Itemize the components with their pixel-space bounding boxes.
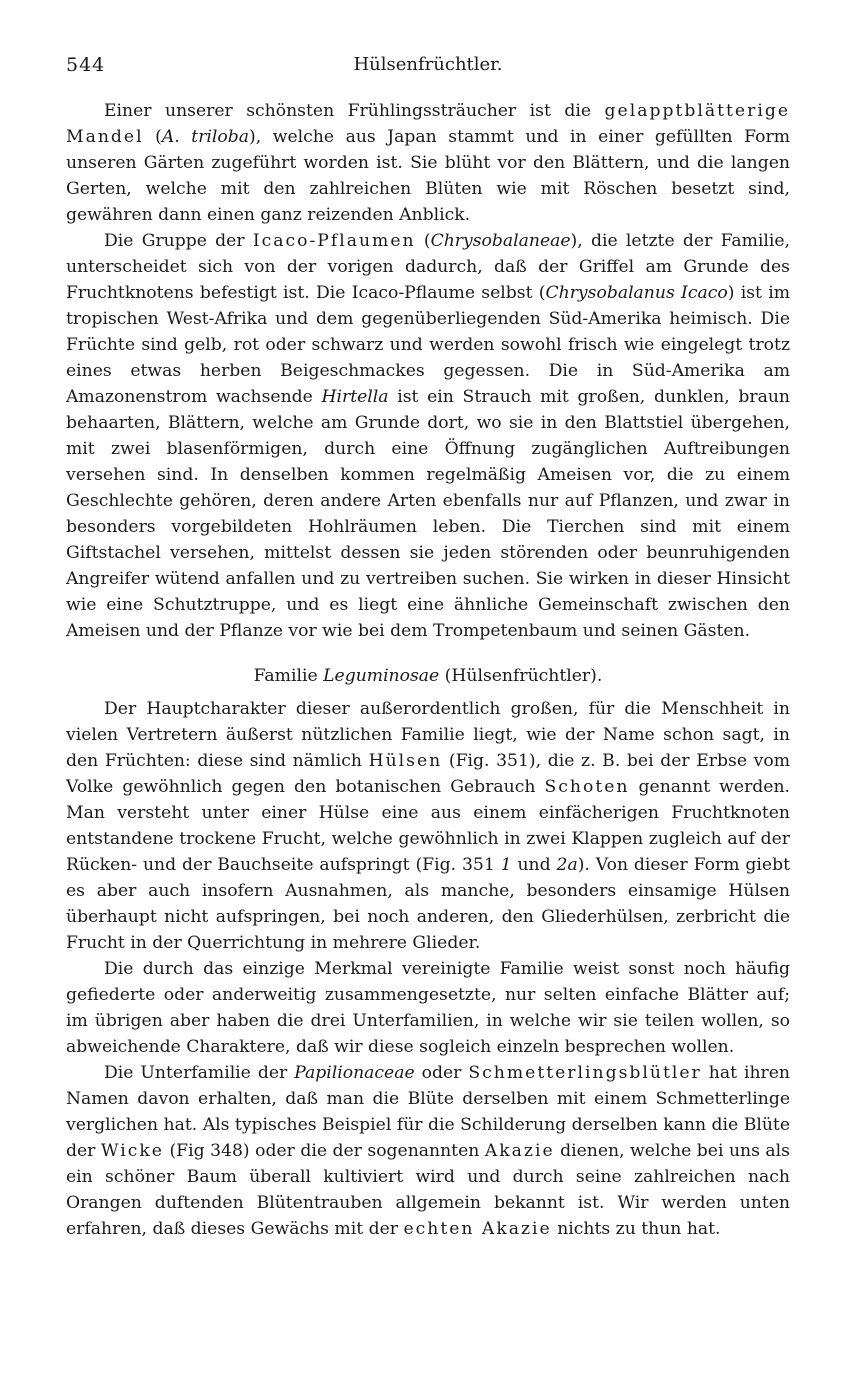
text-run: ( — [143, 127, 162, 147]
section-heading — [66, 664, 790, 688]
text-run: Die Gruppe der — [104, 231, 253, 251]
text-run: Einer unserer schönsten Frühlingssträucher ist die — [104, 101, 605, 121]
running-head: Hülsenfrüchtler. — [353, 54, 503, 75]
text-run: ), welche aus Japan stammt und in einer gefüllten Form unseren Gärten zugeführt worden ist. Sie blüht vor den Blättern, und die langen Gerten, welche mit den zahlreichen Blüten wie mit Röschen besetzt sind, gewähren dann einen ganz reizenden Anblick. — [66, 127, 790, 225]
text-run: dienen, welche bei uns als ein schöner Baum überall kultiviert wird und durch seine zahlreichen nach Orangen duftenden Blütentrauben allgemein bekannt ist. Wir werden unten erfahren, daß dieses Gewächs mit der — [66, 1141, 790, 1239]
text-run: Der Hauptcharakter dieser außerordentlich großen, für die Menschheit in vielen Vertretern äußerst nützlichen Familie liegt, wie der Name schon sagt, in den Früchten: diese sind nämlich — [66, 699, 790, 771]
italic-term: A. triloba — [161, 127, 250, 147]
text-run: Die Unterfamilie der — [104, 1063, 295, 1083]
emphasized-term: Akazie — [484, 1141, 555, 1161]
text-run: ) ist im tropischen West-Afrika und dem gegenüberliegenden Süd-Amerika heimisch. Die Früchte sind gelb, rot oder schwarz und werden sowohl frisch wie eingelegt trotz eines etwas herben Beigeschmackes gegessen. Die in Süd-Amerika am Amazonenstrom wachsende — [66, 283, 791, 407]
text-run: ( — [415, 231, 431, 251]
text-run: (Fig 348) oder die der sogenannten — [163, 1141, 485, 1161]
emphasized-term: Wicke — [100, 1141, 164, 1161]
text-run: nichts zu thun hat. — [551, 1219, 721, 1239]
text-run: ). Von dieser Form giebt es aber auch insofern Ausnahmen, als manche, besonders einsamige Hülsen überhaupt nicht aufspringen, bei noch anderen, den Gliederhülsen, zerbricht die Frucht in der Querrichtung in mehrere Glieder. — [66, 855, 790, 953]
italic-term: Leguminosae — [323, 666, 440, 686]
emphasized-term: gelapptblätterige Mandel — [66, 101, 790, 147]
paragraph — [66, 228, 790, 644]
text-run: (Fig. 351), die z. B. bei der Erbse vom Volke gewöhnlich gegen den botanischen Gebrauch — [66, 751, 790, 797]
text-run: hat ihren Namen davon erhalten, daß man die Blüte derselben mit einem Schmetterlinge verglichen hat. Als typisches Beispiel für die Schilderung derselben kann die Blüte der — [66, 1063, 790, 1161]
emphasized-term: Schoten — [544, 777, 630, 797]
text-run: Die durch das einzige Merkmal vereinigte Familie weist sonst noch häufig gefiederte oder anderweitig zusammengesetzte, nur selten einfache Blätter auf; im übrigen aber haben die drei Unterfamilien, in welche wir sie teilen wollen, so abweichende Charaktere, daß wir diese sogleich einzeln besprechen wollen. — [66, 959, 790, 1057]
italic-term: 2a — [556, 855, 578, 875]
text-run: und — [511, 855, 557, 875]
body-text — [66, 98, 790, 1242]
emphasized-term: echten Akazie — [403, 1219, 552, 1239]
paragraph — [66, 956, 790, 1060]
page-header — [66, 54, 790, 84]
paragraph — [66, 696, 790, 956]
page-number: 544 — [66, 54, 106, 76]
emphasized-term: Schmetterlingsblütler — [468, 1063, 702, 1083]
emphasized-term: Hülsen — [368, 751, 443, 771]
text-run: Familie — [253, 666, 324, 686]
italic-term: Hirtella — [321, 387, 389, 407]
italic-term: Chrysobalaneae — [430, 231, 571, 251]
italic-term: 1 — [500, 855, 512, 875]
text-run: ist ein Strauch mit großen, dunklen, braun behaarten, Blättern, welche am Grunde dort, wo sie in den Blattstiel übergehen, mit zwei blasenförmigen, durch eine Öffnung zugänglichen Auftreibungen versehen sind. In denselben kommen regelmäßig Ameisen vor, die zu einem Geschlechte gehören, deren andere Arten ebenfalls nur auf Pflanzen, und zwar in besonders vorgebildeten Hohlräumen leben. Die Tierchen sind mit einem Giftstachel versehen, mittelst dessen sie jeden störenden oder beunruhigenden Angreifer wütend anfallen und zu vertreiben suchen. Sie wirken in dieser Hinsicht wie eine Schutztruppe, und es liegt eine ähnliche Gemeinschaft zwischen den Ameisen und der Pflanze vor wie bei dem Trompetenbaum und seinen Gästen. — [66, 387, 790, 641]
text-run: genannt werden. Man versteht unter einer Hülse eine aus einem einfächerigen Fruchtknoten entstandene trockene Frucht, welche gewöhnlich in zwei Klappen zugleich auf der Rücken- und der Bauchseite aufspringt (Fig. 351 — [66, 777, 790, 875]
text-run: ), die letzte der Familie, unterscheidet sich von der vorigen dadurch, daß der Griffel am Grunde des Fruchtknotens befestigt ist. Die Icaco-Pflaume selbst ( — [66, 231, 791, 303]
text-run: oder — [414, 1063, 469, 1083]
italic-term: Papilionaceae — [294, 1063, 415, 1083]
emphasized-term: Icaco-Pflaumen — [252, 231, 416, 251]
paragraph — [66, 1060, 790, 1242]
italic-term: Chrysobalanus Icaco — [545, 283, 728, 303]
paragraph — [66, 98, 790, 228]
text-run: (Hülsenfrüchtler). — [439, 666, 603, 686]
